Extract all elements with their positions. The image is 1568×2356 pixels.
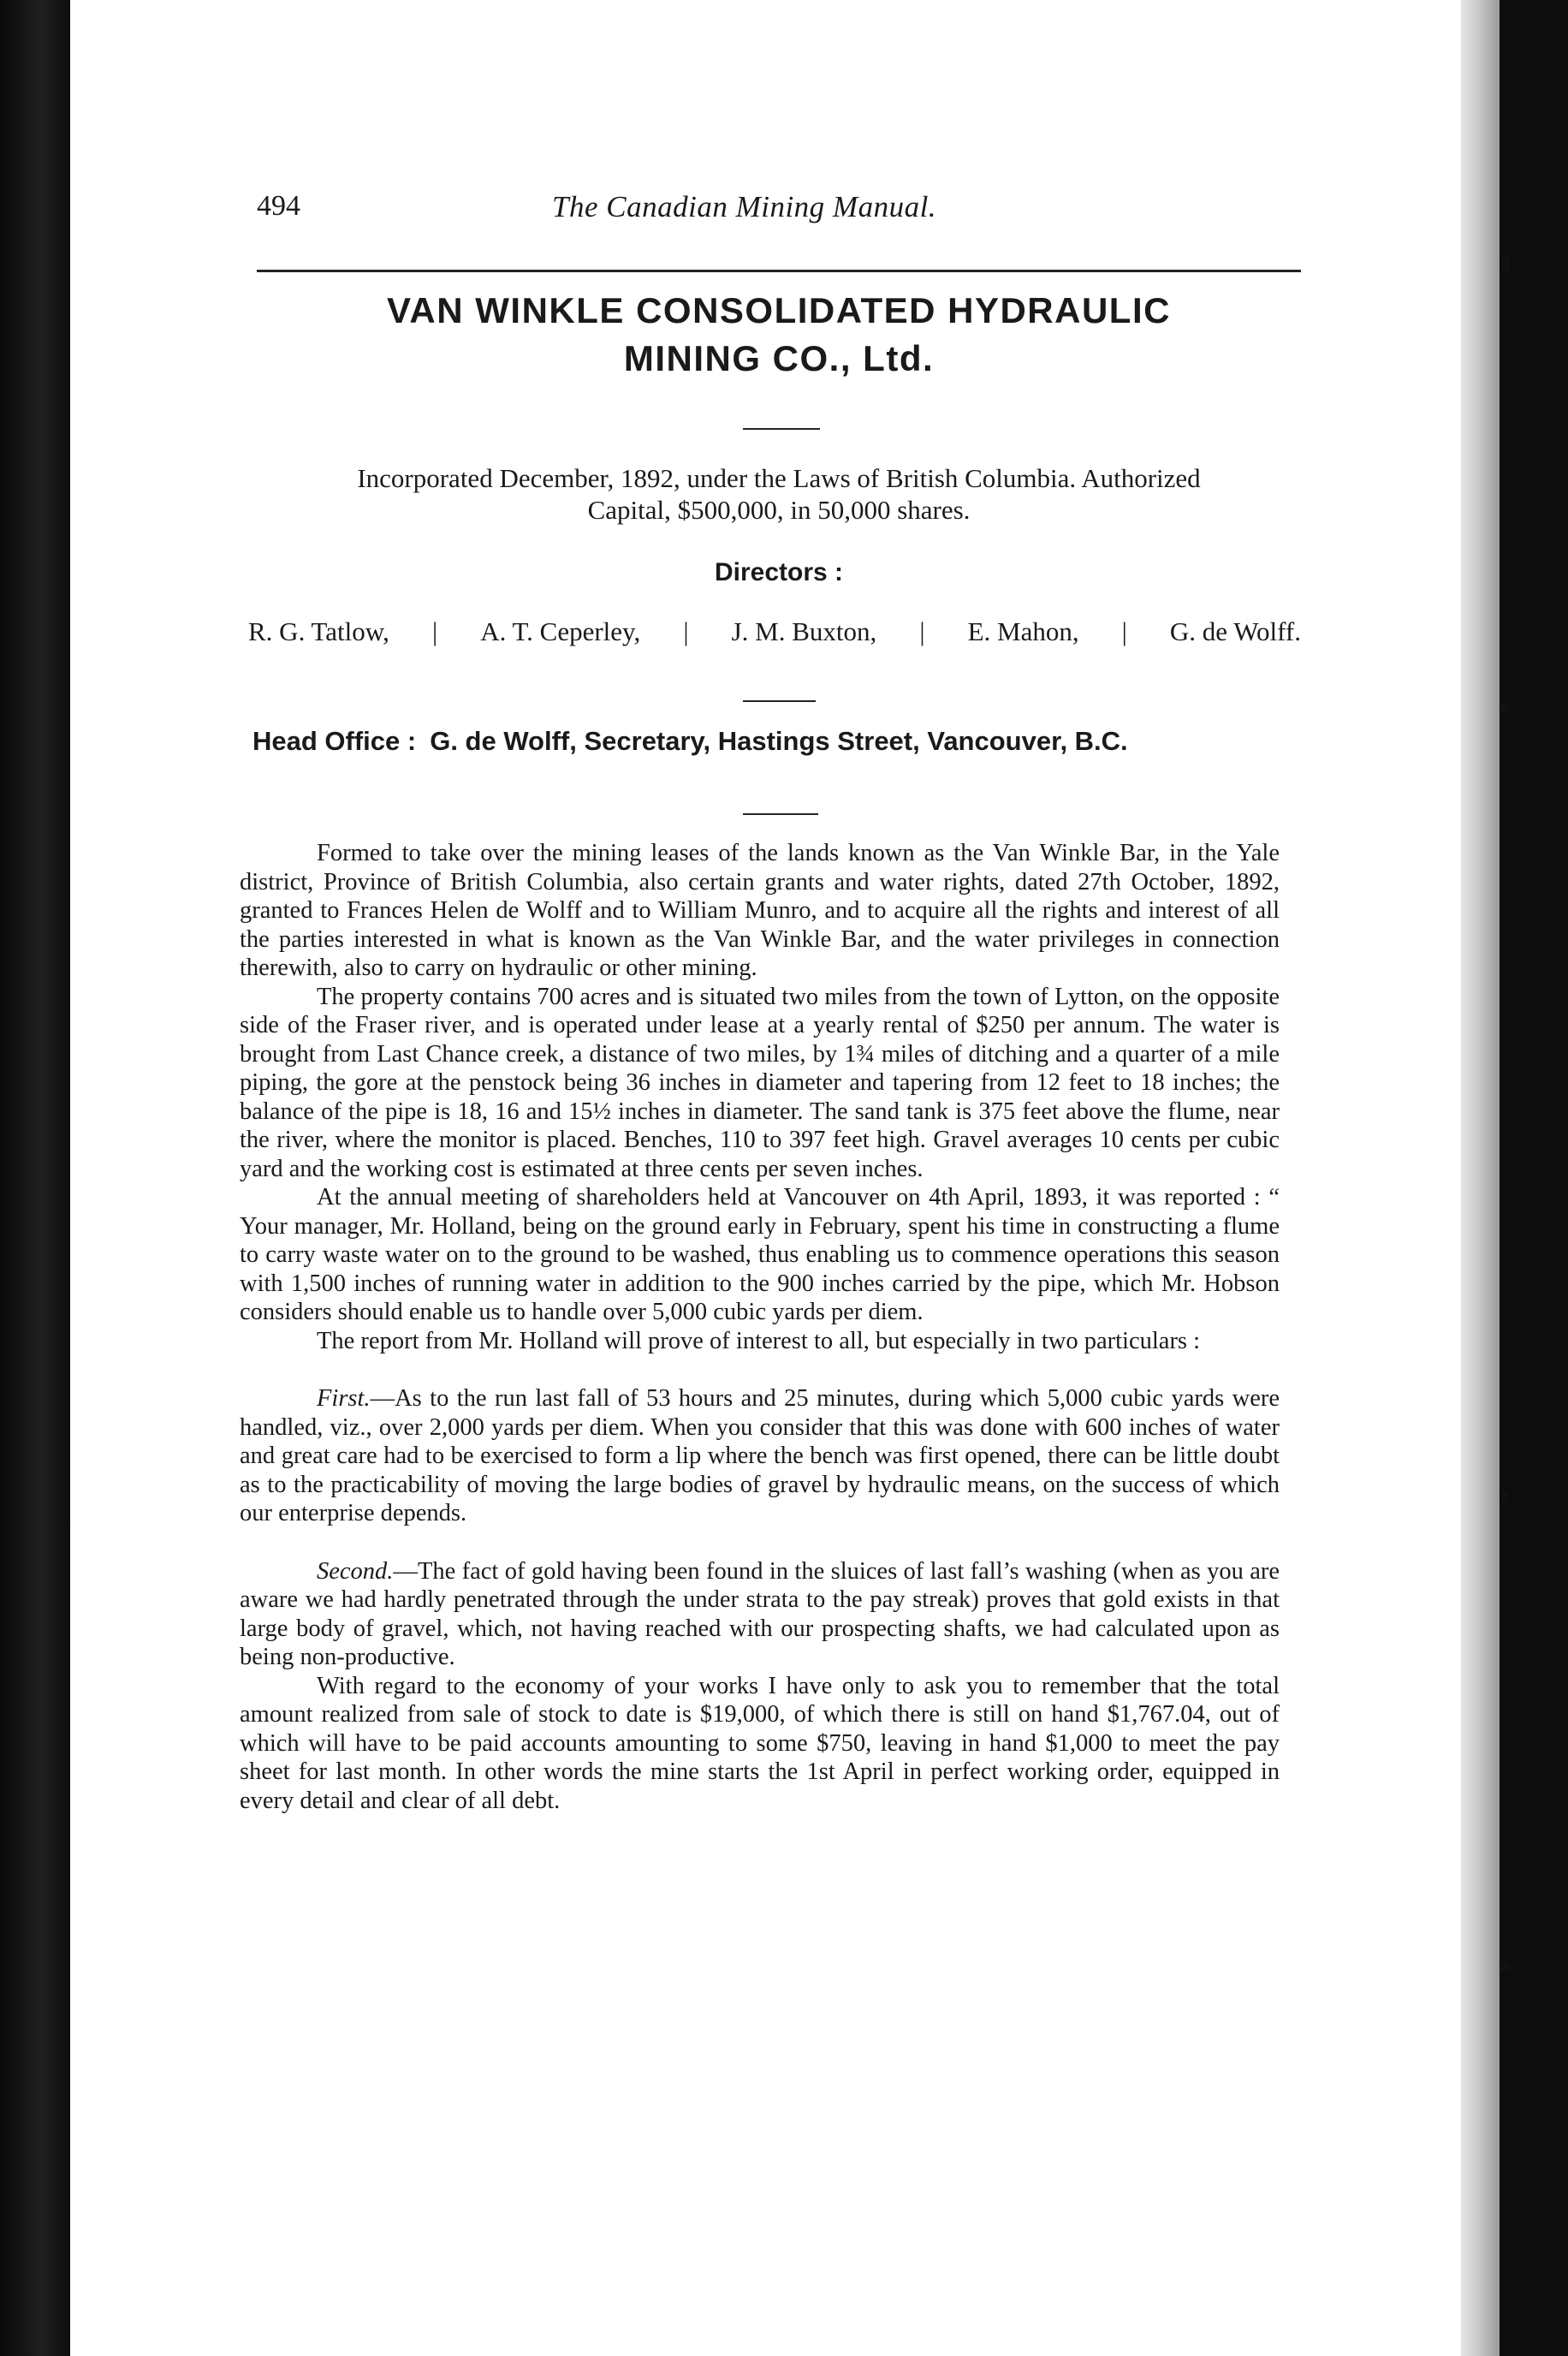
section-divider <box>743 813 818 815</box>
scan-speck <box>1500 704 1507 712</box>
paragraph: At the annual meeting of shareholders held at Vancouver on 4th April, 1893, it was reported : “ Your manager, Mr. Holland, being on the ground early in February, spent his time in constructing a flume to carry waste water on to the ground to be washed, thus enabling us to commence operations this season with 1,500 inches of running water in addition to the 900 inches carried by the pipe, which Mr. Hobson considers should enable us to handle over 5,000 cubic yards per diem. <box>240 1184 1280 1325</box>
section-divider <box>743 700 816 702</box>
company-name-line-2: MINING CO., Ltd. <box>623 338 935 378</box>
scan-background-edge <box>1500 0 1568 2356</box>
director-name: J. M. Buxton, <box>731 616 877 646</box>
book-binding-edge <box>0 0 70 2356</box>
scan-speck <box>1502 1491 1507 1503</box>
director-separator: | <box>1121 616 1127 646</box>
paragraph: The report from Mr. Holland will prove of interest to all, but especially in two particulars : <box>317 1327 1201 1354</box>
page-gutter-shadow <box>1461 0 1500 2356</box>
director-name: R. G. Tatlow, <box>248 616 389 646</box>
company-name-line-1: VAN WINKLE CONSOLIDATED HYDRAULIC <box>387 290 1171 330</box>
page-number: 494 <box>257 190 300 222</box>
director-name: E. Mahon, <box>967 616 1079 646</box>
scan-speck <box>1502 257 1510 272</box>
director-name: G. de Wolff. <box>1169 616 1301 646</box>
incorporation-line-2: Capital, $500,000, in 50,000 shares. <box>587 495 971 525</box>
incorporation-notice <box>257 462 1301 526</box>
paragraph: Formed to take over the mining leases of the lands known as the Van Winkle Bar, in the Yale district, Province of British Columbia, also certain grants and water rights, dated 27th October, 1892, granted to Frances Helen de Wolff and to William Munro, and to acquire all the rights and interest of all the parties interested in what is known as the Van Winkle Bar, and the water privileges in connection therewith, also to carry on hydraulic or other mining. <box>240 840 1280 981</box>
body-text <box>240 839 1280 1815</box>
director-separator: | <box>431 616 438 646</box>
director-name: A. T. Ceperley, <box>480 616 641 646</box>
paragraph-text: —As to the run last fall of 53 hours and 25 minutes, during which 5,000 cubic yards were handled, viz., over 2,000 yards per diem. When you consider that this was done with 600 inches of water and great care had to be exercised to form a lip where the bench was first opened, there can be little doubt as to the practicability of moving the large bodies of gravel by hydraulic means, on the success of which our enterprise depends. <box>240 1385 1280 1526</box>
paragraph-lead-word: First. <box>317 1385 371 1412</box>
section-divider <box>743 428 820 430</box>
director-separator: | <box>683 616 689 646</box>
running-title: The Canadian Mining Manual. <box>552 190 937 223</box>
paragraph-text: —The fact of gold having been found in the sluices of last fall’s washing (when as you are aware we had hardly penetrated through the under strata to the pay streak) proves that gold exists in that large body of gravel, which, not having reached with our prospecting shafts, we had calculated upon as being non-productive. <box>240 1557 1280 1670</box>
paragraph: With regard to the economy of your works I have only to ask you to remember that the total amount realized from sale of stock to date is $19,000, of which there is still on hand $1,767.04, out of which will have to be paid accounts amounting to some $750, leaving in hand $1,000 to meet the pay sheet for last month. In other words the mine starts the 1st April in perfect working order, equipped in every detail and clear of all debt. <box>240 1672 1280 1814</box>
paragraph <box>240 1384 1280 1528</box>
paragraph-lead-word: Second. <box>317 1557 394 1585</box>
director-separator: | <box>919 616 925 646</box>
paragraph <box>240 1557 1280 1672</box>
running-head <box>257 190 1301 233</box>
directors-heading: Directors : <box>714 558 844 586</box>
incorporation-line-1: Incorporated December, 1892, under the Laws of British Columbia. Authorized <box>357 463 1201 493</box>
header-rule <box>257 270 1301 272</box>
scan-speck <box>1500 1962 1509 1971</box>
head-office-label: Head Office : <box>252 726 417 756</box>
paragraph: The property contains 700 acres and is situated two miles from the town of Lytton, on the opposite side of the Fraser river, and is operated under lease at a yearly rental of $250 per annum. The water is brought from Last Chance creek, a distance of two miles, by 1¾ miles of ditching and a quarter of a mile piping, the gore at the penstock being 36 inches in diameter and tapering from 12 feet to 18 inches; the balance of the pipe is 18, 16 and 15½ inches in diameter. The sand tank is 375 feet above the flume, near the river, where the monitor is placed. Benches, 110 to 397 feet high. Gravel averages 10 cents per cubic yard and the working cost is estimated at three cents per seven inches. <box>240 983 1280 1182</box>
directors-list <box>248 616 1301 647</box>
company-heading <box>257 287 1301 383</box>
head-office-address: G. de Wolff, Secretary, Hastings Street, Vancouver, B.C. <box>430 726 1128 756</box>
head-office-line <box>252 726 1301 757</box>
